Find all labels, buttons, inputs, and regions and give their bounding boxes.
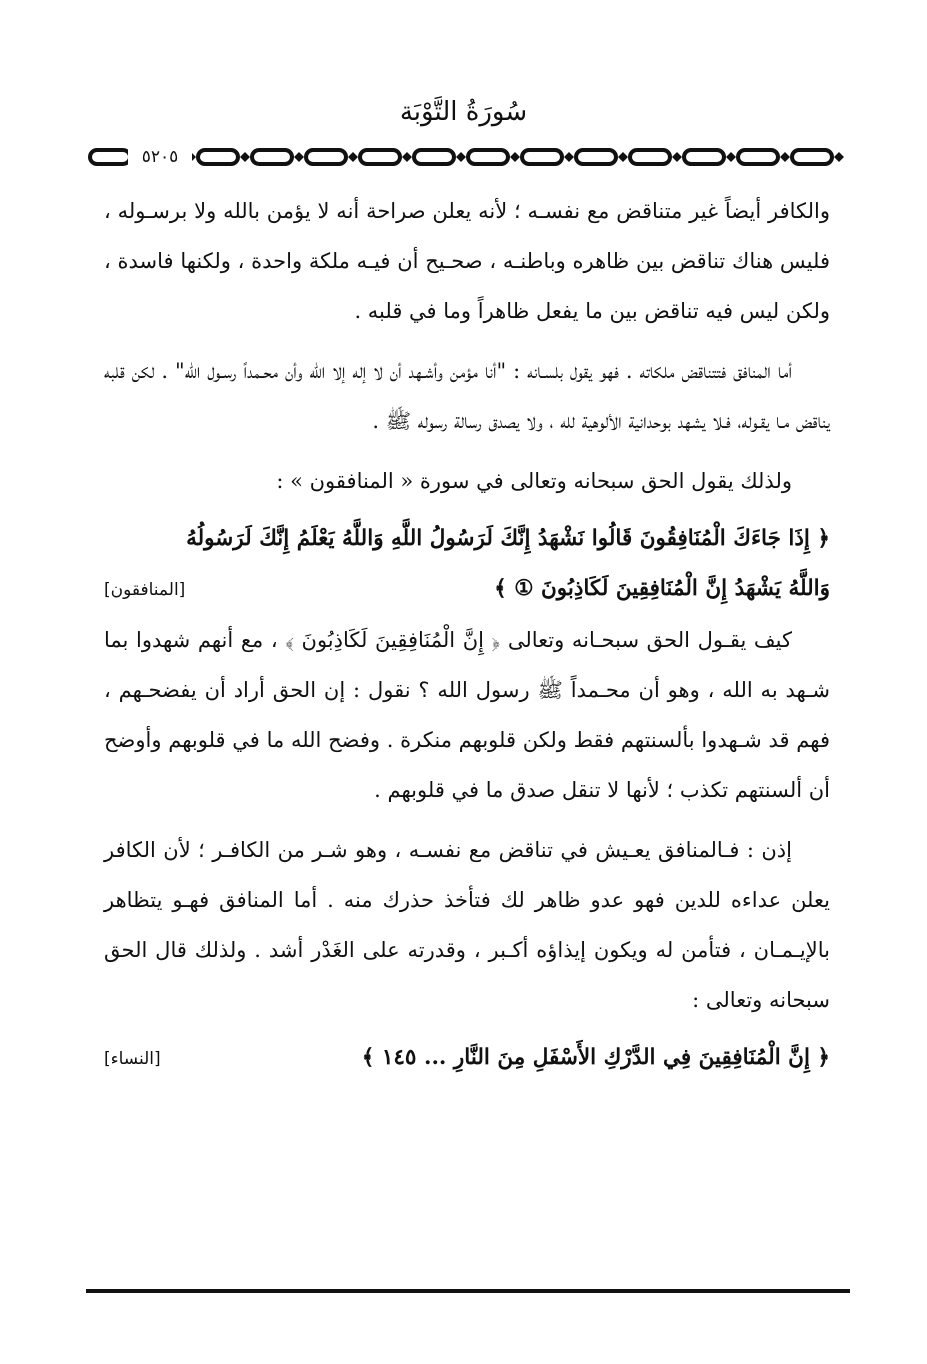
verse-line-with-ref — [104, 1033, 830, 1084]
page-body — [104, 186, 830, 1084]
verse-text: ﴿ إِنَّ الْمُنَافِقِينَ فِي الدَّرْكِ الأَسْفَلِ مِنَ النَّارِ ... ١٤٥ ﴾ — [361, 1045, 830, 1070]
chain-diamond — [726, 152, 736, 162]
quran-verse-block — [104, 514, 830, 615]
ornamental-chain-border — [86, 142, 852, 172]
chain-link — [522, 150, 562, 164]
verse-reference: [المنافقون] — [104, 580, 186, 600]
surah-title: سُورَةُ التَّوْبَة — [399, 97, 528, 127]
chain-link — [468, 150, 508, 164]
chain-diamond — [834, 152, 844, 162]
chain-link — [90, 150, 130, 164]
chain-link — [306, 150, 346, 164]
chain-diamond — [564, 152, 574, 162]
paragraph: ولذلك يقول الحق سبحانه وتعالى في سورة « المنافقون » : — [276, 469, 792, 493]
chain-diamond — [456, 152, 466, 162]
paragraph: كيف يقـول الحق سبحـانه وتعالى ﴿ إِنَّ الْمُنَافِقِينَ لَكَاذِبُونَ ﴾ ، مع أنهم شهدوا بما شـهد به الله ، وهو أن محـمداً ﷺ رسول الله ؟ نقول : إن الحق أراد أن يفضحـهم ، فهم قد شـهدوا بألسنتهم فقط ولكن قلوبهم منكرة . وفضح الله ما في قلوبهم وأوضح أن ألسنتهم تكذب ؛ لأنها لا تنقل صدق ما في قلوبهم . — [104, 628, 830, 802]
chain-link — [360, 150, 400, 164]
chain-diamond — [348, 152, 358, 162]
chain-link — [684, 150, 724, 164]
chain-diamond — [294, 152, 304, 162]
chain-link — [630, 150, 670, 164]
page-number: ٥٢٠٥ — [128, 144, 192, 170]
chain-link — [414, 150, 454, 164]
chain-diamond — [780, 152, 790, 162]
chain-diamond — [510, 152, 520, 162]
verse-reference: [النساء] — [104, 1049, 161, 1069]
footer-rule — [86, 1289, 850, 1293]
quran-verse-block — [104, 1033, 830, 1084]
paragraph: والكافر أيضاً غير متناقض مع نفسـه ؛ لأنه يعلن صراحة أنه لا يؤمن بالله ولا برسـوله ، فليس هناك تناقض بين ظاهره وباطنـه ، صحـيح أن فيـه ملكة واحدة ، ولكنها فاسدة ، ولكن ليس فيه تناقض بين ما يفعل ظاهراً وما في قلبه . — [104, 199, 830, 323]
verse-line: ﴿ إِذَا جَاءَكَ الْمُنَافِقُونَ قَالُوا نَشْهَدُ إِنَّكَ لَرَسُولُ اللَّهِ وَاللَّهُ يَعْلَمُ إِنَّكَ لَرَسُولُهُ — [186, 526, 830, 551]
paragraph: إذن : فـالمنافق يعـيش في تناقض مع نفسـه ، وهو شـر من الكافـر ؛ لأن الكافر يعلن عداءه للدين فهو عدو ظاهر لك فتأخذ حذرك منه . أما المنافق فهـو يتظاهر بالإيـمـان ، فتأمن له ويكون إيذاؤه أكـبر ، وقدرته على الغَدْر أشد . ولذلك قال الحق سبحانه وتعالى : — [104, 838, 830, 1012]
chain-link — [738, 150, 778, 164]
paragraph: أما المنافق فتتناقض ملكاته . فهو يقول بلسـانه : "أنا مؤمن وأشـهد أن لا إله إلا الله وأن محـمداً رسـول الله" . لكن قلبه يناقض مـا يقـوله، فـلا يشهد بوحدانية الألوهية لله ، ولا يصدق رسالة رسوله ﷺ . — [104, 359, 830, 433]
chain-link — [576, 150, 616, 164]
verse-text: وَاللَّهُ يَشْهَدُ إِنَّ الْمُنَافِقِينَ لَكَاذِبُونَ ① ﴾ — [494, 576, 830, 601]
verse-line-with-ref — [104, 564, 830, 615]
chain-link — [792, 150, 832, 164]
chain-link — [198, 150, 238, 164]
chain-diamond — [402, 152, 412, 162]
chain-diamond — [672, 152, 682, 162]
chain-diamond — [618, 152, 628, 162]
chain-diamond — [240, 152, 250, 162]
chain-link — [252, 150, 292, 164]
